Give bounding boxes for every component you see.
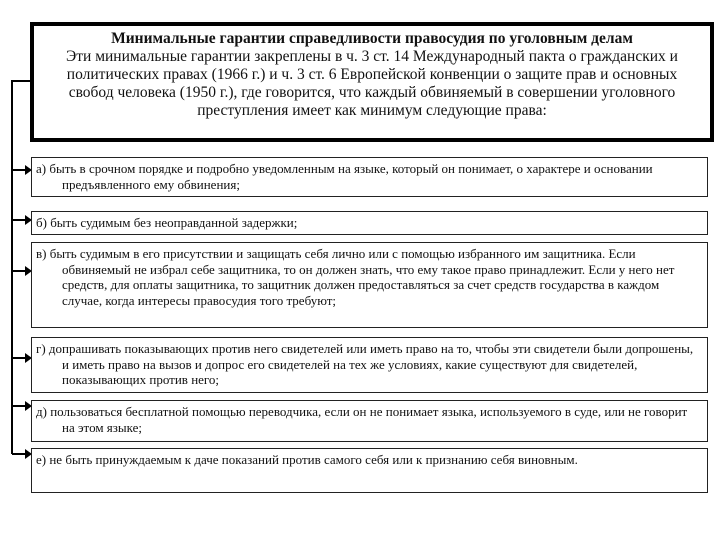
arrow-icon <box>12 169 30 171</box>
right-box-d <box>31 337 708 393</box>
right-text: а) быть в срочном порядке и подробно уведомленным на языке, который он понимает, о характере и основании предъявленного ему обвинения; <box>36 161 653 192</box>
right-text: в) быть судимым в его присутствии и защищать себя лично или с помощью избранного им защитника. Если обвиняемый не избрал себе защитника, то он должен знать, что ему такое право принадлежит. Если у него нет средств, для оплаты защитника, то защитник должен предоставляться за счет средств государства в каждом случае, когда интересы правосудия того требуют; <box>36 246 675 308</box>
connector-vertical <box>11 80 13 454</box>
header-box <box>30 22 714 142</box>
arrow-icon <box>12 219 30 221</box>
right-box-e <box>31 400 708 442</box>
right-box-f <box>31 448 708 493</box>
intro-text: Эти минимальные гарантии закреплены в ч. 3 ст. 14 Международный пакта о гражданских и политических правах (1966 г.) и ч. 3 ст. 6 Европейской конвенции о защите прав и основных свобод человека (1950 г.), где говорится, что каждый обвиняемый в совершении уголовного преступления имеет как минимум следующие права: <box>66 48 678 119</box>
diagram-title: Минимальные гарантии справедливости правосудия по уголовным делам <box>111 30 633 47</box>
right-text: е) не быть принуждаемым к даче показаний против самого себя или к признанию себя виновным. <box>36 452 578 467</box>
connector-top <box>11 80 31 82</box>
arrow-icon <box>12 270 30 272</box>
arrow-icon <box>12 357 30 359</box>
right-text: б) быть судимым без неоправданной задержки; <box>36 215 298 230</box>
arrow-icon <box>12 453 30 455</box>
right-text: г) допрашивать показывающих против него свидетелей или иметь право на то, чтобы эти свидетели были допрошены, и иметь право на вызов и допрос его свидетелей на тех же условиях, какие существуют для свидетелей, показывающих против него; <box>36 341 694 387</box>
right-box-b <box>31 211 708 235</box>
right-text: д) пользоваться бесплатной помощью переводчика, если он не понимает языка, используемого в суде, или не говорит на этом языке; <box>36 404 688 435</box>
right-box-a <box>31 157 708 197</box>
right-box-c <box>31 242 708 328</box>
arrow-icon <box>12 405 30 407</box>
